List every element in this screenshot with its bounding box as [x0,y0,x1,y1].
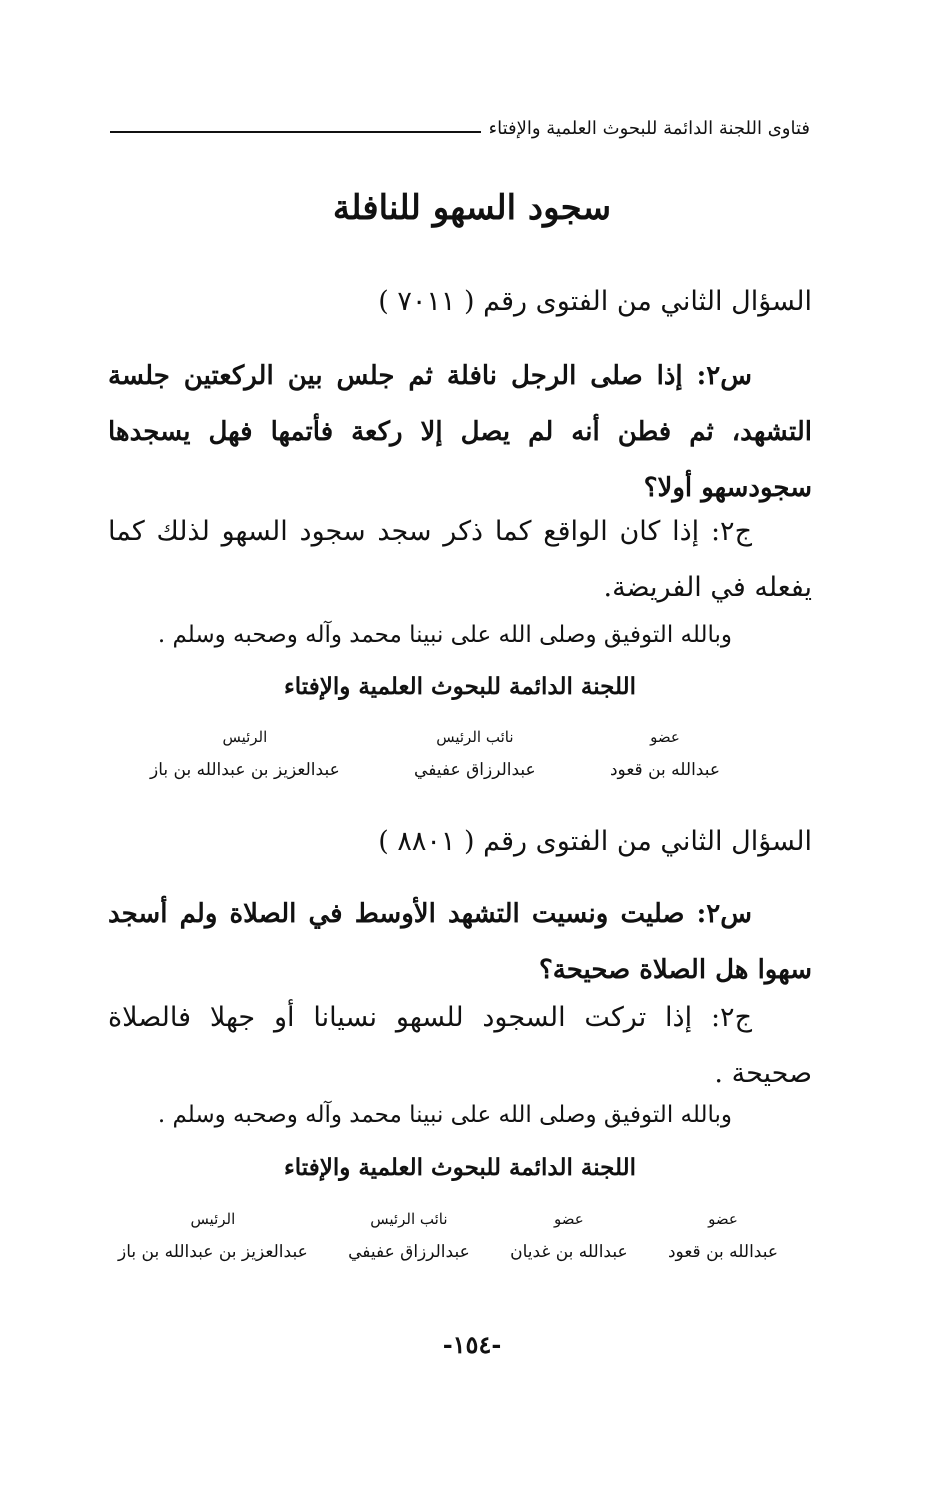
signatory-name: عبدالعزيز بن عبدالله بن باز [150,760,340,780]
fatwa-1-closing: وبالله التوفيق وصلى الله على نبينا محمد وآله وصحبه وسلم . [157,622,732,648]
signatory [610,728,720,780]
signatory-name: عبدالرزاق عفيفي [414,760,536,780]
fatwa-1-question-label: س٢: [696,361,752,391]
signatory-role: عضو [708,1210,738,1228]
fatwa-1-heading: السؤال الثاني من الفتوى رقم ( ٧٠١١ ) [378,286,812,317]
fatwa-1-question-text: إذا صلى الرجل نافلة ثم جلس بين الركعتين جلسة التشهد، ثم فطن أنه لم يصل إلا ركعة فأتمها فهل يسجدها سجودسهو أولا؟ [108,361,812,503]
fatwa-1-answer-text: إذا كان الواقع كما ذكر سجد سجود السهو لذلك كما يفعله في الفريضة. [108,516,812,603]
signatory-role: الرئيس [190,1210,236,1228]
signatory-role: نائب الرئيس [436,728,514,746]
signatory-name: عبدالرزاق عفيفي [348,1242,470,1262]
signatory-name: عبدالعزيز بن عبدالله بن باز [118,1242,308,1262]
fatwa-2-answer [108,990,812,1102]
header-rule [110,131,481,133]
signatory-role: نائب الرئيس [370,1210,448,1228]
fatwa-2-signatures [118,1210,778,1262]
fatwa-1-question [108,348,812,516]
fatwa-2-closing: وبالله التوفيق وصلى الله على نبينا محمد وآله وصحبه وسلم . [157,1102,732,1128]
fatwa-2-committee: اللجنة الدائمة للبحوث العلمية والإفتاء [283,1154,637,1181]
signatory-name: عبدالله بن قعود [667,1242,778,1262]
fatwa-2-heading: السؤال الثاني من الفتوى رقم ( ٨٨٠١ ) [378,826,812,857]
signatory [118,1210,308,1262]
signatory [414,728,536,780]
signatory [348,1210,470,1262]
signatory-role: عضو [554,1210,584,1228]
signatory-name: عبدالله بن غديان [510,1242,628,1262]
fatwa-1-signatures [150,728,720,780]
fatwa-1-answer [108,504,812,616]
fatwa-2-answer-text: إذا تركت السجود للسهو نسيانا أو جهلا فالصلاة صحيحة . [108,1002,812,1089]
signatory-role: الرئيس [222,728,268,746]
fatwa-2-question [108,886,812,998]
fatwa-2-question-label: س٢: [696,899,752,929]
fatwa-2-answer-label: ج٢: [710,1002,752,1033]
fatwa-1-committee: اللجنة الدائمة للبحوث العلمية والإفتاء [283,673,637,700]
signatory [150,728,340,780]
page-title: سجود السهو للنافلة [332,188,612,228]
signatory [668,1210,778,1262]
running-header [110,118,810,139]
signatory-name: عبدالله بن قعود [609,760,720,780]
signatory [510,1210,628,1262]
signatory-role: عضو [650,728,680,746]
fatwa-2-question-text: صليت ونسيت التشهد الأوسط في الصلاة ولم أسجد سهوا هل الصلاة صحيحة؟ [108,899,812,985]
fatwa-1-answer-label: ج٢: [710,516,752,547]
page-number: -١٥٤- [442,1330,502,1359]
running-header-text: فتاوى اللجنة الدائمة للبحوث العلمية والإفتاء [488,118,810,139]
